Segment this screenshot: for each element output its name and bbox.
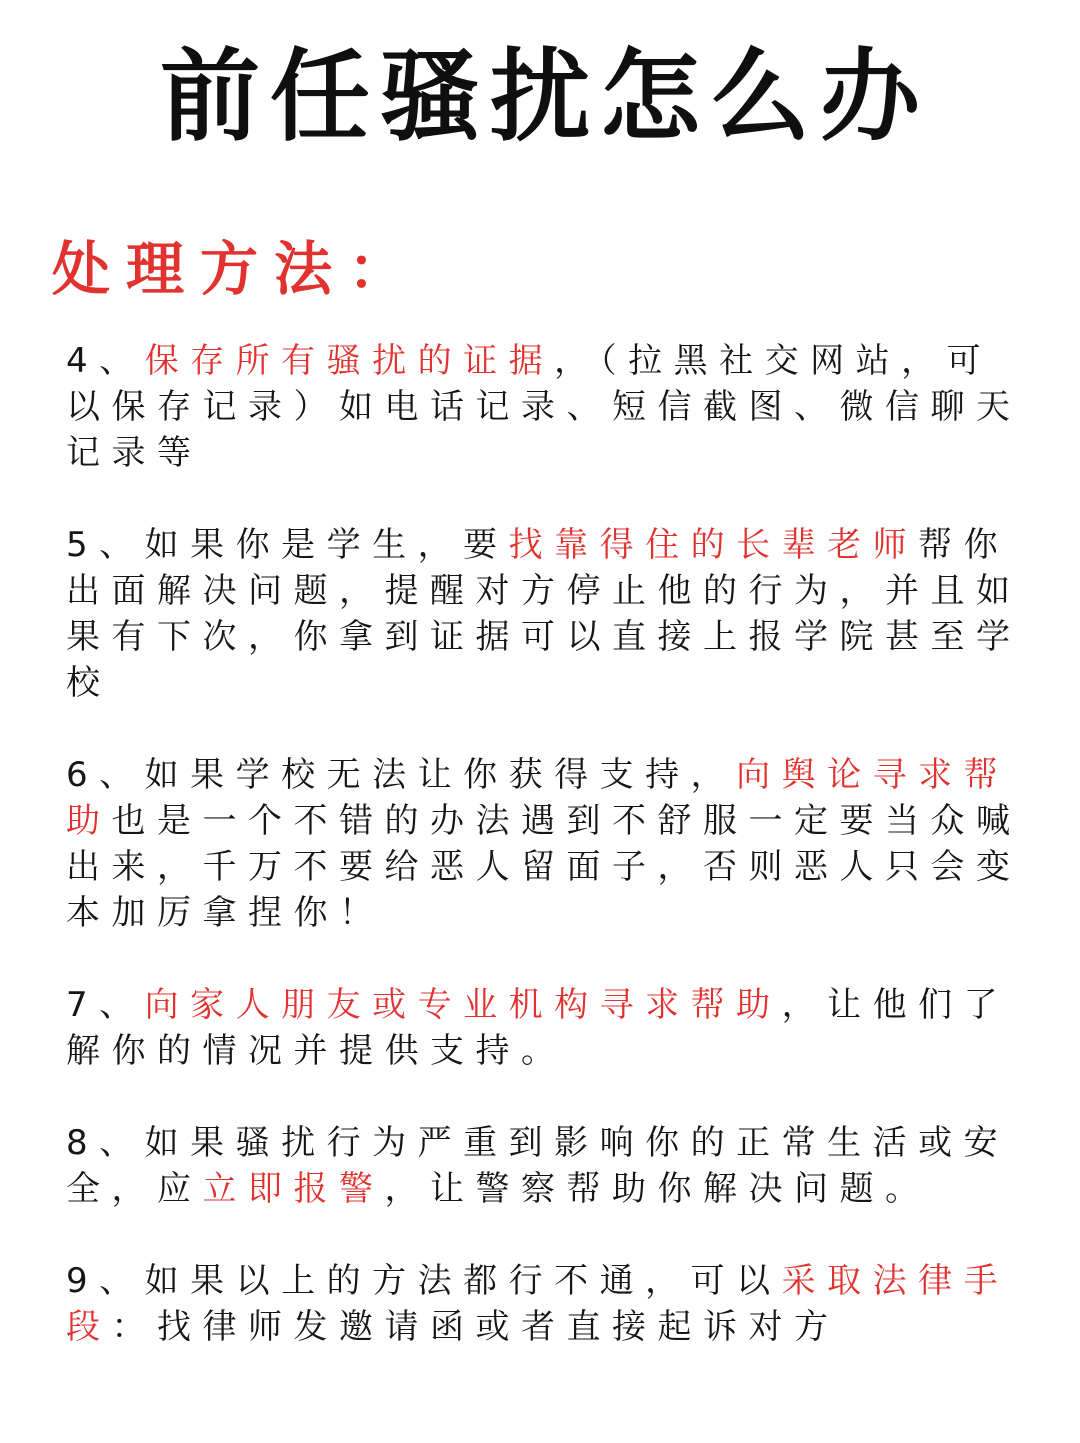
item-text: 帮你出面解决问题，提醒对方停止他的行为，并且如果有下次，你拿到证据可以直接上报学院甚至学校 <box>66 525 1022 703</box>
list-item <box>66 752 1026 936</box>
item-text: ，（拉黑社交网站，可以保存记录）如电话记录、短信截图、微信聊天记录等 <box>66 341 1022 473</box>
item-text: 也是一个不错的办法遇到不舒服一定要当众喊出来，千万不要给恶人留面子，否则恶人只会变本加厉拿捏你！ <box>66 801 1022 933</box>
item-highlight: 采取法律手段 <box>66 1261 1010 1347</box>
section-heading: 处理方法： <box>52 235 423 303</box>
item-text: 6、如果学校无法让你获得支持， <box>66 755 737 795</box>
item-text: 7、 <box>66 985 145 1025</box>
item-text: 8、如果骚扰行为严重到影响你的正常生活或安全，应 <box>66 1123 1010 1209</box>
list-item <box>66 1120 1026 1212</box>
item-highlight: 向家人朋友或专业机构寻求帮助 <box>144 985 782 1025</box>
item-text: ：找律师发邀请函或者直接起诉对方 <box>111 1307 840 1347</box>
list-item <box>66 1258 1026 1350</box>
list-item <box>66 338 1026 476</box>
item-text: ，让他们了解你的情况并提供支持。 <box>66 985 1010 1071</box>
list-item <box>66 522 1026 706</box>
item-text: ，让警察帮助你解决问题。 <box>384 1169 931 1209</box>
item-highlight: 向舆论寻求帮助 <box>66 755 1010 841</box>
item-text: 9、如果以上的方法都行不通，可以 <box>66 1261 782 1301</box>
item-text: 5、如果你是学生，要 <box>66 525 509 565</box>
item-text: 4、 <box>66 341 145 381</box>
page-title: 前任骚扰怎么办 <box>160 38 930 155</box>
item-highlight: 找靠得住的长辈老师 <box>508 525 919 565</box>
item-highlight: 立即报警 <box>202 1169 385 1209</box>
item-list <box>66 338 1026 1396</box>
item-highlight: 保存所有骚扰的证据 <box>144 341 555 381</box>
list-item <box>66 982 1026 1074</box>
